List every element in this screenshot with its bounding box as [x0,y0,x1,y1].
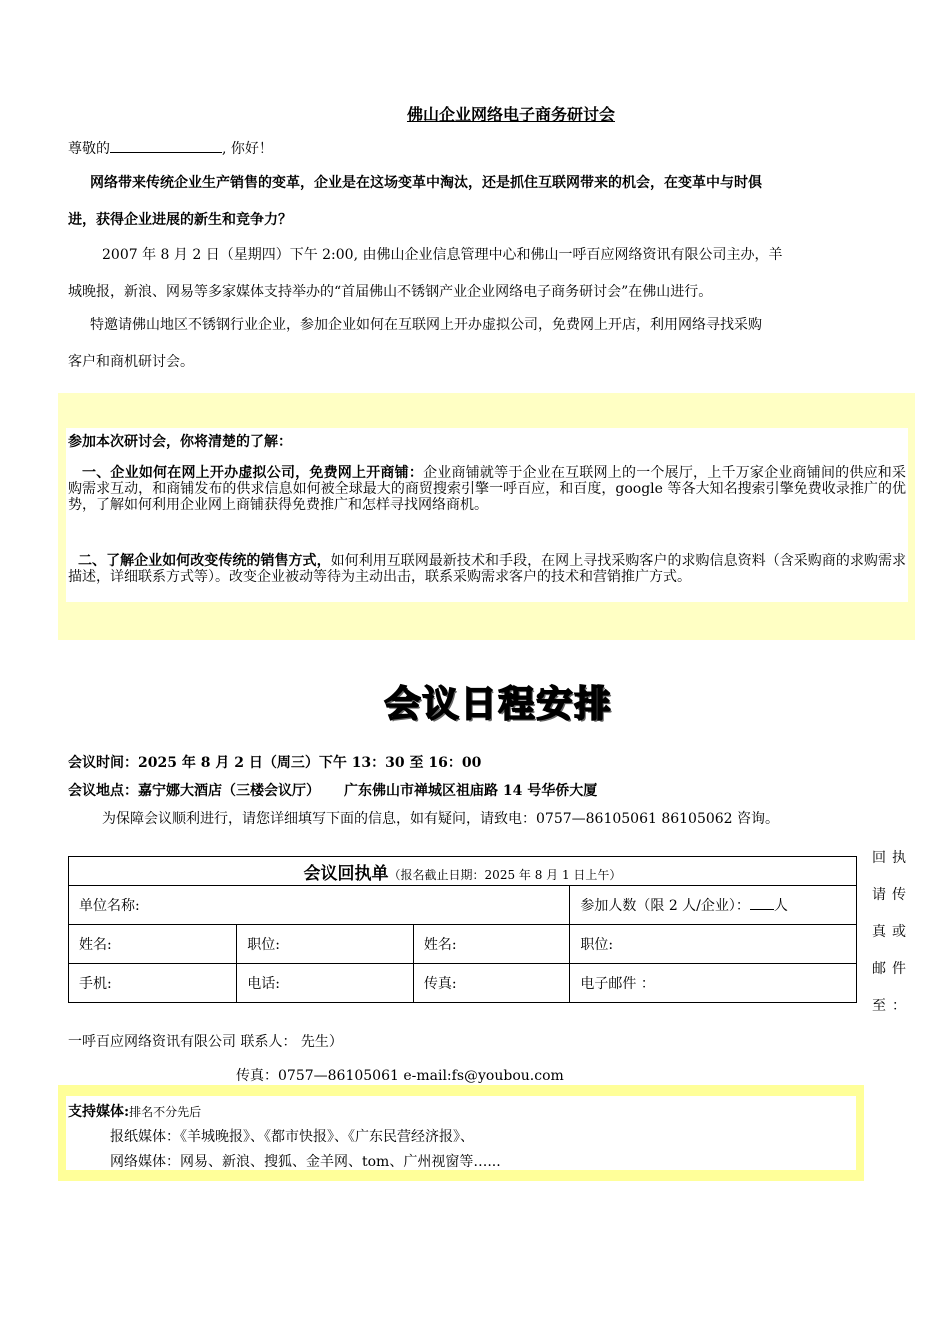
meeting-time [68,752,481,772]
name-field-2[interactable] [413,925,570,964]
attendees-label: 参加人数（限 2 人/企业）： [580,898,750,914]
mobile-field[interactable] [69,964,237,1003]
contact-company: 一呼百应网络资讯有限公司 联系人： 先生） [68,1034,343,1050]
email-label: 电子邮件 ： [580,976,655,992]
learn-item-2-text: 如何利用互联网最新技术和手段，在网上寻找采购客户的求购信息资料（含采购商的求购需求描述，详细联系方式等）。改变企业被动等待为主动出击，联系采购需求客户的技术和营销推广方式。 [68,553,907,585]
company-field[interactable] [69,886,570,925]
position-field-2[interactable] [570,925,857,964]
greeting-prefix: 尊敬的 [68,141,110,157]
learn-item-1 [68,465,906,513]
document-title: 佛山企业网络电子商务研讨会 [406,105,615,124]
meeting-time-label: 会议时间： [68,755,138,771]
name-label-2: 姓名: [423,937,457,953]
receipt-form [68,856,857,1003]
contact-fax: 传真：0757—86105061 e-mail:fs@youbou.com [236,1068,564,1084]
invite-line-2: 客户和商机研讨会。 [68,354,194,370]
meeting-place-value: 嘉宁娜大酒店（三楼会议厅） [138,783,320,799]
media-note: 排名不分先后 [129,1105,202,1119]
company-label: 单位名称: [79,898,140,914]
phone-field[interactable] [237,964,414,1003]
attendees-field[interactable] [570,886,857,925]
name-field-1[interactable] [69,925,237,964]
invite-line-1: 特邀请佛山地区不锈钢行业企业，参加企业如何在互联网上开办虚拟公司，免费网上开店，利用网络寻找采购 [90,317,762,333]
meeting-place [68,780,597,800]
receipt-deadline: （报名截止日期：2025 年 8 月 1 日上午） [388,867,622,882]
position-label-2: 职位: [580,937,614,953]
meeting-address: 广东佛山市禅城区祖庙路 14 号华侨大厦 [344,783,598,799]
media-online: 网络媒体：网易、新浪、搜狐、金羊网、tom、广州视窗等…... [110,1154,501,1170]
meeting-place-label: 会议地点： [68,783,138,799]
position-label-1: 职位: [247,937,280,953]
learn-item-2 [68,553,906,585]
position-field-1[interactable] [237,925,414,964]
phone-label: 电话: [247,976,280,992]
lead-line-2: 进，获得企业进展的新生和竞争力？ [68,212,292,228]
learn-item-1-title: 一、企业如何在网上开办虚拟公司，免费网上开商铺： [82,465,424,481]
intro-line-2: 城晚报，新浪、网易等多家媒体支持举办的“首届佛山不锈钢产业企业网络电子商务研讨会”在佛山进行。 [68,284,713,300]
fax-label: 传真: [423,976,457,992]
attendees-unit: 人 [773,898,788,914]
meeting-note: 为保障会议顺利进行，请您详细填写下面的信息，如有疑问，请致电：0757—86105061 86105062 咨询。 [102,811,780,827]
learn-item-1-text: 企业商铺就等于企业在互联网上的一个展厅，上千万家企业商铺间的供应和采购需求互动，和商铺发布的供求信息如何被全球最大的商贸搜索引擎一呼百应，和百度，google 等各大知名搜索引擎免费收录推广的优势，了解如何利用企业网上商铺获得免费推广和怎样寻找网络商机。 [68,465,907,513]
mobile-label: 手机: [79,976,112,992]
meeting-time-value: 2025 年 8 月 2 日（周三）下午 13：30 至 16：00 [138,755,482,771]
greeting-suffix: , 你好！ [222,141,273,157]
media-newspaper: 报纸媒体：《羊城晚报》、《都市快报》、《广东民营经济报》、 [110,1129,474,1145]
name-blank [110,138,222,153]
intro-line-1: 2007 年 8 月 2 日（星期四）下午 2:00, 由佛山企业信息管理中心和佛山一呼百应网络资讯有限公司主办，羊 [102,247,783,263]
receipt-title: 会议回执单 [303,863,389,884]
learn-box-heading: 参加本次研讨会，你将清楚的了解： [68,434,292,450]
schedule-title: 会议日程安排 [384,684,613,725]
media-heading [68,1101,201,1121]
name-label-1: 姓名: [79,937,112,953]
learn-item-2-title: 二、了解企业如何改变传统的销售方式， [78,553,331,569]
side-note: 回执请传真或邮件至： [872,850,912,1014]
email-field[interactable] [570,964,857,1003]
lead-line-1: 网络带来传统企业生产销售的变革，企业是在这场变革中淘汰，还是抓住互联网带来的机会，在变革中与时俱 [90,175,762,191]
media-label: 支持媒体: [68,1104,130,1120]
greeting [68,138,273,158]
receipt-header [69,857,857,886]
attendees-blank[interactable] [750,895,774,910]
fax-field[interactable] [413,964,570,1003]
